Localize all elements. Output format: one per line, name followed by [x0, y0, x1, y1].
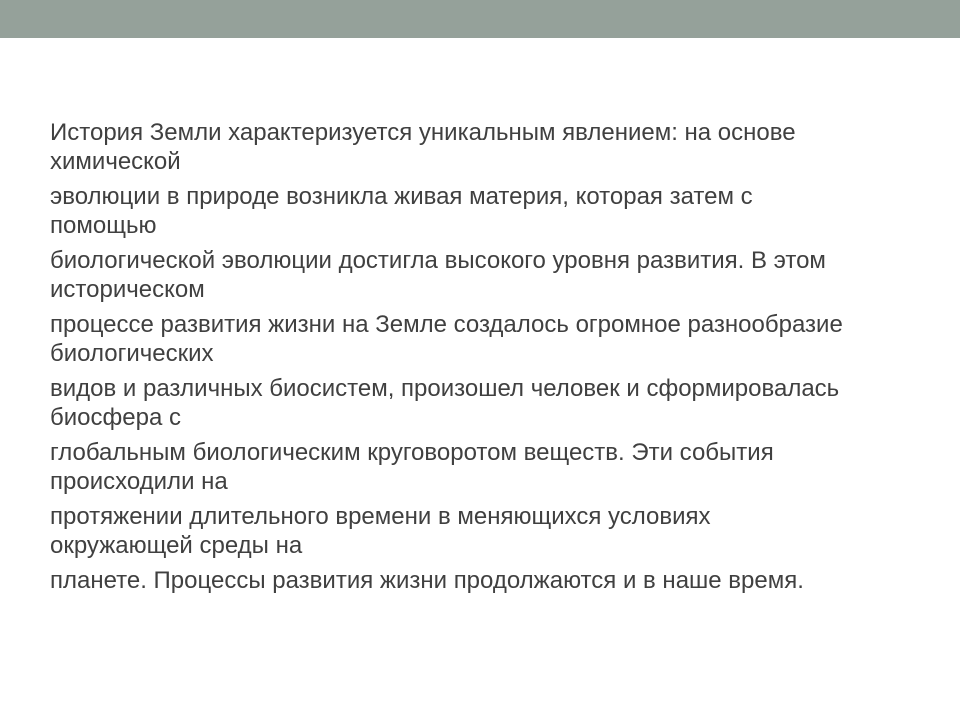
paragraph-5-line-2: биосфера с [50, 404, 181, 431]
paragraph-6 [50, 438, 930, 496]
paragraph-2 [50, 182, 930, 240]
paragraph-7-line-2: окружающей среды на [50, 532, 303, 559]
paragraph-1-line-2: химической [50, 148, 181, 175]
paragraph-8 [50, 566, 930, 595]
paragraph-3 [50, 246, 930, 304]
paragraph-8-line-1: планете. Процессы развития жизни продолжаются и в наше время. [50, 567, 804, 594]
paragraph-6-line-2: происходили на [50, 468, 228, 495]
paragraph-5 [50, 374, 930, 432]
paragraph-6-line-1: глобальным биологическим круговоротом веществ. Эти события [50, 439, 774, 466]
paragraph-2-line-2: помощью [50, 212, 157, 239]
slide-body-text [50, 118, 930, 601]
paragraph-5-line-1: видов и различных биосистем, произошел человек и сформировалась [50, 375, 840, 402]
paragraph-7 [50, 502, 930, 560]
slide-header-bar [0, 0, 960, 38]
paragraph-2-line-1: эволюции в природе возникла живая материя, которая затем с [50, 183, 753, 210]
paragraph-4 [50, 310, 930, 368]
paragraph-4-line-1: процессе развития жизни на Земле создалось огромное разнообразие [50, 311, 843, 338]
paragraph-1 [50, 118, 930, 176]
paragraph-3-line-2: историческом [50, 276, 205, 303]
paragraph-4-line-2: биологических [50, 340, 214, 367]
paragraph-1-line-1: История Земли характеризуется уникальным явлением: на основе [50, 119, 796, 146]
paragraph-3-line-1: биологической эволюции достигла высокого уровня развития. В этом [50, 247, 826, 274]
paragraph-7-line-1: протяжении длительного времени в меняющихся условиях [50, 503, 711, 530]
